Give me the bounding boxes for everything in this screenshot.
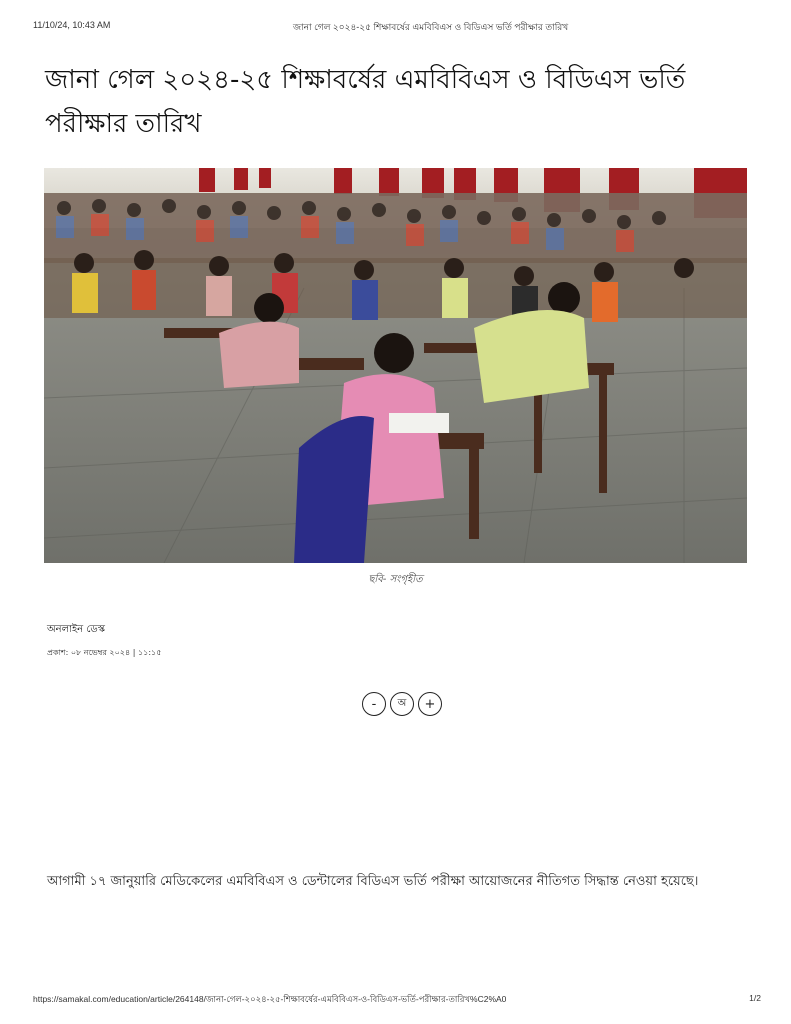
print-footer bbox=[33, 993, 761, 1007]
decrease-font-button[interactable]: - bbox=[362, 692, 386, 716]
print-url: https://samakal.com/education/article/264148/জানা-গেল-২০২৪-২৫-শিক্ষাবর্ষের-এমবিবিএস-ও-বিডিএস-ভর্তি-পরীক্ষার-তারিখ%C2%A0 bbox=[33, 994, 507, 1004]
exam-hall-photo bbox=[44, 168, 747, 563]
increase-font-button[interactable]: + bbox=[418, 692, 442, 716]
print-date-time: 11/10/24, 10:43 AM bbox=[33, 20, 111, 30]
font-size-controls bbox=[362, 692, 452, 720]
reset-font-button[interactable]: অ bbox=[390, 692, 414, 716]
print-header bbox=[33, 20, 761, 34]
exam-hall-illustration bbox=[44, 168, 747, 563]
print-page-title: জানা গেল ২০২৪-২৫ শিক্ষাবর্ষের এমবিবিএস ও বিডিএস ভর্তি পরীক্ষার তারিখ bbox=[293, 22, 569, 32]
article-headline: জানা গেল ২০২৪-২৫ শিক্ষাবর্ষের এমবিবিএস ও বিডিএস ভর্তি পরীক্ষার তারিখ bbox=[45, 65, 686, 139]
published-date: প্রকাশ: ০৮ নভেম্বর ২০২৪ | ১১:১৫ bbox=[47, 648, 162, 657]
article-body: আগামী ১৭ জানুয়ারি মেডিকেলের এমবিবিএস ও ডেন্টালের বিডিএস ভর্তি পরীক্ষা আয়োজনের নীতিগত সিদ্ধান্ত নেওয়া হয়েছে। bbox=[47, 874, 699, 889]
photo-caption: ছবি- সংগৃহীত bbox=[368, 574, 423, 585]
author-name[interactable]: অনলাইন ডেস্ক bbox=[47, 624, 105, 635]
page-number: 1/2 bbox=[749, 993, 761, 1003]
